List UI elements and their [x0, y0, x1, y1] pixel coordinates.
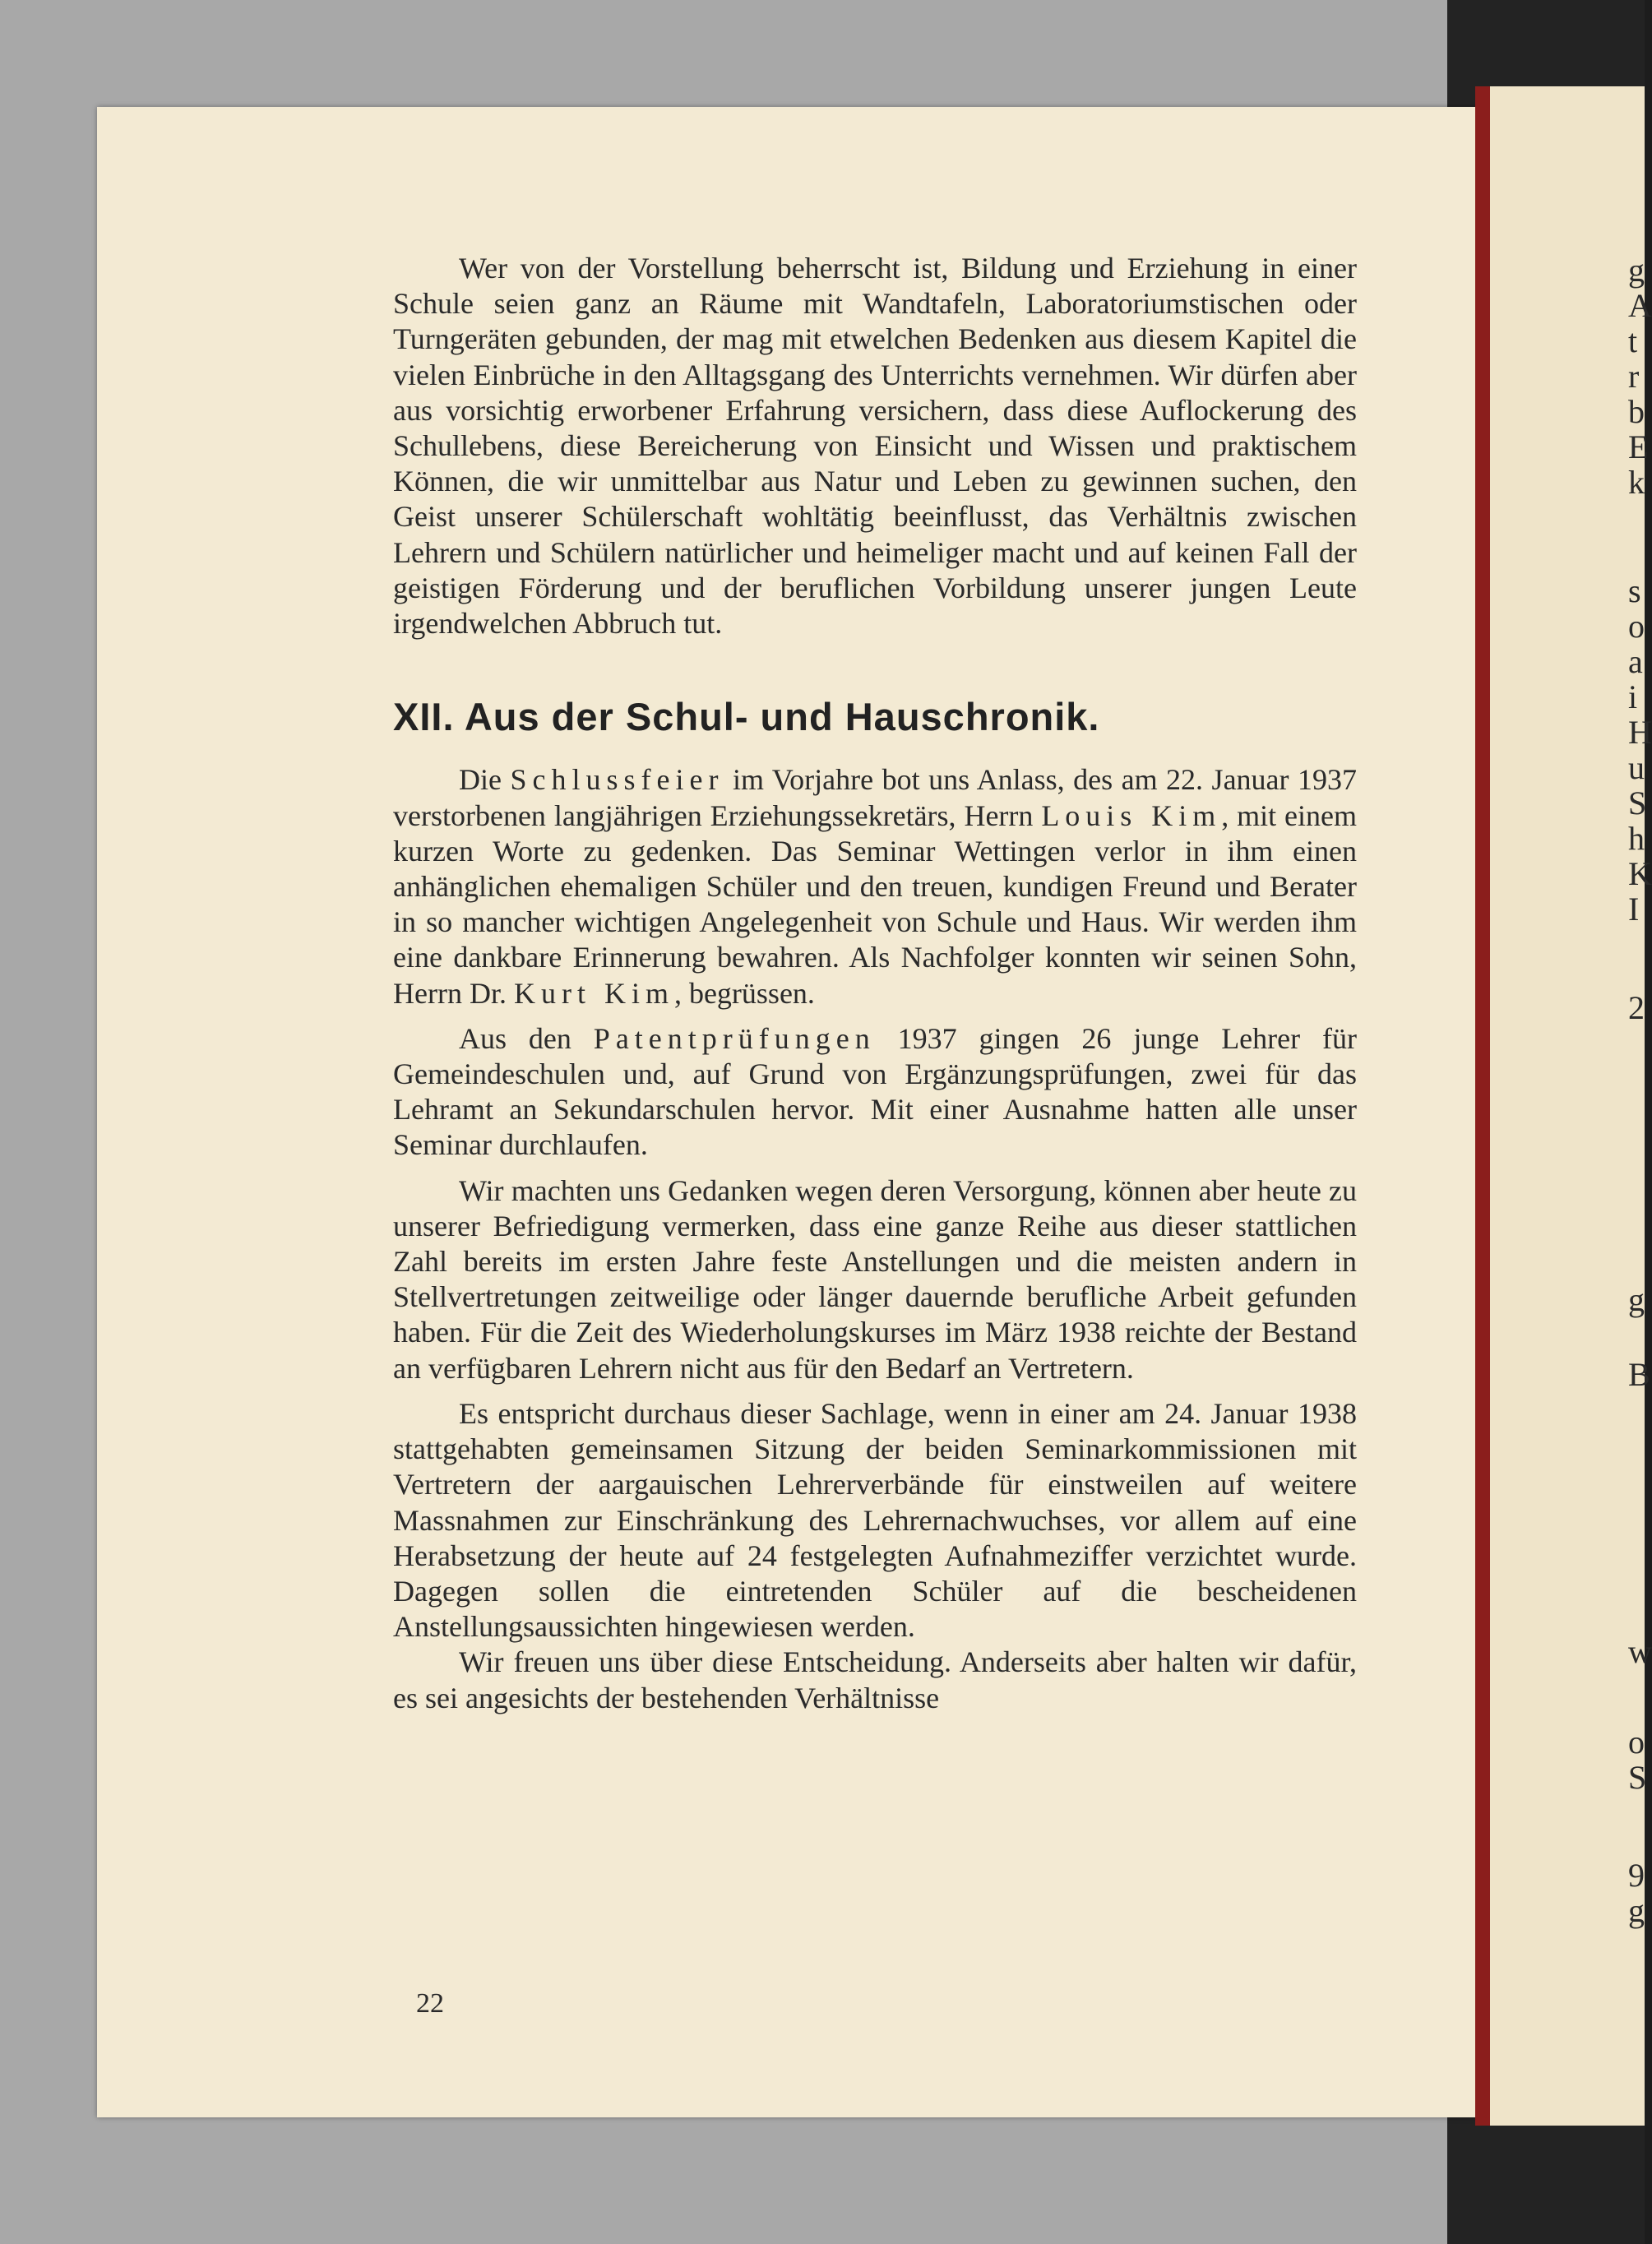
facing-letter: g — [1628, 1281, 1645, 1318]
facing-letter: B — [1628, 1356, 1650, 1393]
facing-letter: g — [1628, 252, 1645, 289]
facing-letter: r — [1628, 358, 1640, 395]
facing-letter: w — [1628, 1633, 1652, 1670]
facing-letter: i — [1628, 678, 1638, 715]
facing-letter: I — [1628, 891, 1640, 928]
facing-letter: k — [1628, 464, 1645, 501]
facing-letter: t — [1628, 322, 1638, 359]
spaced-name: Kurt Kim — [513, 976, 674, 1010]
facing-letter: K — [1628, 855, 1652, 892]
page-text — [393, 251, 1357, 1716]
facing-letter: h — [1628, 820, 1645, 857]
facing-letter: b — [1628, 393, 1645, 430]
paragraph-sitzung: Es entspricht durchaus dieser Sachlage, wenn in einer am 24. Januar 1938 stattgehabten gemeinsamen Sitzung der beiden Seminarkommissionen mit Vertretern der aargauischen Lehrerverbände für einstweilen auf weitere Massnahmen zur Einschränkung des Lehrernachwuchses, vor allem auf eine Herabsetzung der heute auf 24 festgelegten Aufnahmeziffer verzichtet wurde. Dagegen sollen die eintretenden Schüler auf die bescheidenen Anstellungsaussichten hingewiesen werden. — [393, 1396, 1357, 1644]
paragraph-versorgung: Wir machten uns Gedanken wegen deren Versorgung, können aber heute zu unserer Befriedigung vermerken, dass eine ganze Reihe aus dieser stattlichen Zahl bereits im ersten Jahre feste Anstellungen und die meisten andern in Stellvertretungen zeitweilige oder länger dauernde berufliche Arbeit gefunden haben. Für die Zeit des Wiederholungskurses im März 1938 reichte der Bestand an verfügbaren Lehrern nicht aus für den Bedarf an Vertretern. — [393, 1173, 1357, 1385]
section-heading: XII. Aus der Schul- und Hauschronik. — [393, 695, 1100, 739]
paragraph-intro: Wer von der Vorstellung beherrscht ist, Bildung und Erziehung in einer Schule seien ganz an Räume mit Wandtafeln, Laboratoriumstischen oder Turngeräten gebunden, der mag mit etwelchen Bedenken aus diesem Kapitel die vielen Einbrüche in den Alltagsgang des Unterrichts vernehmen. Wir dürfen aber aus vorsichtig erworbener Erfahrung versichern, dass diese Auflockerung des Schullebens, diese Bereicherung von Einsicht und Wissen und praktischem Können, die wir unmittelbar aus Natur und Leben zu gewinnen suchen, den Geist unserer Schülerschaft wohltätig beeinflusst, das Verhältnis zwischen Lehrern und Schülern natürlicher und heimeliger macht und auf keinen Fall der geistigen Förderung und der beruflichen Vorbildung unserer jungen Leute irgendwelchen Abbruch tut. — [393, 252, 1357, 641]
page-gutter-edge — [1475, 86, 1492, 2126]
text-run: 1937 gingen 26 junge Lehrer für Gemeindeschulen und, auf Grund von Ergänzungsprüfungen, zwei für das Lehramt an Sekundarschulen hervor. Mit einer Ausnahme hatten alle unser Seminar durchlaufen. — [393, 1021, 1357, 1162]
page-number: 22 — [416, 1988, 444, 2019]
spaced-name: Louis Kim — [1041, 798, 1222, 832]
facing-letter: s — [1628, 572, 1641, 609]
facing-letter: g — [1628, 1892, 1645, 1929]
text-run: , begrüssen. — [673, 976, 815, 1010]
text-run: Die — [459, 763, 502, 797]
facing-letter: 9 — [1628, 1857, 1645, 1894]
facing-letter: 2 — [1628, 989, 1645, 1026]
facing-letter: S — [1628, 784, 1647, 821]
text-run: , mit einem kurzen Worte zu gedenken. Das Seminar Wettingen verlor in ihm einen anhänglichen ehemaligen Schüler und den treuen, kundigen Freund und Berater in so mancher wichtigen Angelegenheit von Schule und Haus. Wir werden ihm eine dankbare Erinnerung bewahren. Als Nachfolger konnten wir seinen Sohn, Herrn Dr. — [393, 798, 1358, 1010]
facing-letter: o — [1628, 1723, 1645, 1760]
text-run: Aus den — [459, 1021, 571, 1055]
spaced-term: Patentprüfungen — [593, 1021, 876, 1055]
facing-letter: o — [1628, 608, 1645, 645]
paragraph-patentpruefungen — [393, 1021, 1357, 1164]
paragraph-schlussfeier — [393, 762, 1357, 1011]
text-run: im Vorjahre bot uns Anlass, des am 22. Januar 1937 verstorbenen langjährigen Erziehungssekretärs, Herrn — [393, 763, 1358, 832]
facing-letter: a — [1628, 643, 1643, 680]
spaced-term: Schlussfeier — [510, 763, 724, 797]
facing-letter: A — [1628, 287, 1652, 324]
facing-letter: H — [1628, 714, 1652, 751]
facing-letter: S — [1628, 1759, 1647, 1796]
paragraph-entscheidung: Wir freuen uns über diese Entscheidung. Anderseits aber halten wir dafür, es sei angesichts der bestehenden Verhältnisse — [393, 1645, 1357, 1714]
facing-letter: u — [1628, 749, 1645, 786]
facing-letter: E — [1628, 428, 1649, 465]
facing-page-fragment — [1490, 86, 1652, 2126]
